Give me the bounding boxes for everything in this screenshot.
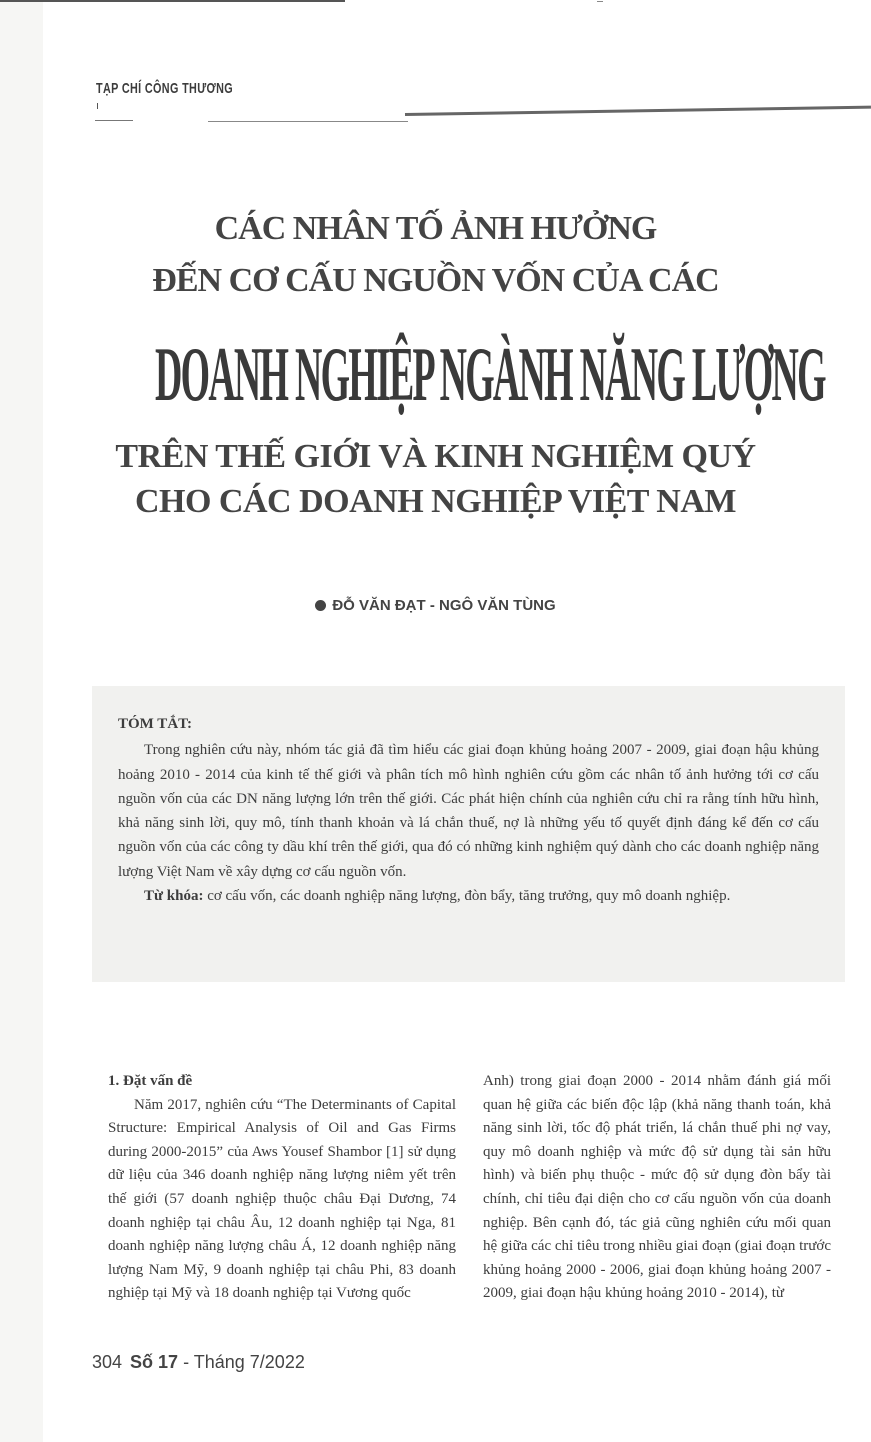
article-title-line-3-wrap	[155, 330, 825, 420]
abstract-box	[92, 686, 845, 982]
article-title-line-3: DOANH NGHIỆP NGÀNH NĂNG LƯỢNG	[155, 331, 825, 418]
article-title-line-2: ĐẾN CƠ CẤU NGUỒN VỐN CỦA CÁC	[152, 262, 719, 299]
keywords-text: cơ cấu vốn, các doanh nghiệp năng lượng, đòn bẩy, tăng trưởng, quy mô doanh nghiệp.	[207, 888, 731, 905]
body-paragraph: Anh) trong giai đoạn 2000 - 2014 nhằm đánh giá mối quan hệ giữa các biến độc lập (khả năng thanh toán, khả năng sinh lời, tốc độ phát triển, lá chắn thuế phi nợ vay, quy mô doanh nghiệp và mức độ sử dụng tài sản hữu hình) và biến phụ thuộc - mức độ sử dụng đòn bẩy tài chính, chỉ tiêu đại diện cho cơ cấu nguồn vốn của doanh nghiệp. Bên cạnh đó, tác giả cũng nghiên cứu mối quan hệ giữa các chỉ tiêu trong nhiều giai đoạn (giai đoạn trước khủng hoảng 2000 - 2006, giai đoạn khủng hoảng 2007 - 2009, giai đoạn hậu khủng hoảng 2010 - 2014), từ	[483, 1073, 831, 1302]
top-tick	[597, 1, 603, 2]
article-title-line-4: TRÊN THẾ GIỚI VÀ KINH NGHIỆM QUÝ	[115, 438, 756, 475]
keywords	[118, 884, 819, 908]
article-title-line-5: CHO CÁC DOANH NGHIỆP VIỆT NAM	[134, 483, 737, 520]
top-rule	[0, 0, 345, 2]
journal-name: TẠP CHÍ CÔNG THƯƠNG	[96, 80, 234, 97]
section-heading: 1. Đặt vấn đề	[108, 1073, 193, 1089]
issue-date: Tháng 7/2022	[193, 1352, 305, 1372]
header-rule	[208, 121, 408, 122]
abstract-heading: TÓM TẮT:	[118, 716, 193, 732]
issue-number: Số 17	[130, 1352, 179, 1372]
page-number: 304	[92, 1352, 123, 1372]
article-title-line-1: CÁC NHÂN TỐ ẢNH HƯỞNG	[214, 210, 657, 247]
abstract-content	[118, 712, 819, 908]
authors	[0, 597, 871, 614]
abstract-body: Trong nghiên cứu này, nhóm tác giả đã tìm hiểu các giai đoạn khủng hoảng 2007 - 2009, giai đoạn hậu khủng hoảng 2010 - 2014 của kinh tế thế giới và phân tích mô hình nghiên cứu gồm các nhân tố ảnh hưởng tới cơ cấu nguồn vốn của các DN năng lượng lớn trên thế giới. Các phát hiện chính của nghiên cứu chỉ ra rằng tính hữu hình, khả năng sinh lời, quy mô, tính thanh khoản và lá chắn thuế, nợ là những yếu tố quyết định đáng kể đến cơ cấu nguồn vốn của các công ty dầu khí trên thế giới, qua đó có những kinh nghiệm quý dành cho các doanh nghiệp năng lượng Việt Nam về xây dựng cơ cấu nguồn vốn.	[118, 742, 819, 880]
body-paragraph: Năm 2017, nghiên cứu “The Determinants of Capital Structure: Empirical Analysis of Oil and Gas Firms during 2000-2015” của Aws Yousef Shambor [1] sử dụng dữ liệu của 346 doanh nghiệp năng lượng niêm yết trên thế giới (57 doanh nghiệp thuộc châu Đại Dương, 74 doanh nghiệp tại châu Âu, 12 doanh nghiệp tại Nga, 81 doanh nghiệp năng lượng châu Á, 12 doanh nghiệp năng lượng Nam Mỹ, 9 doanh nghiệp tại châu Phi, 83 doanh nghiệp tại Mỹ và 18 doanh nghiệp tại Vương quốc	[108, 1096, 456, 1302]
bullet-icon	[315, 600, 326, 611]
keywords-label: Từ khóa:	[144, 888, 204, 905]
author-names: ĐỖ VĂN ĐẠT - NGÔ VĂN TÙNG	[332, 597, 556, 614]
header-rule	[405, 106, 871, 116]
body-column-right	[483, 1070, 831, 1306]
page-footer	[92, 1352, 305, 1373]
footer-separator: -	[178, 1352, 194, 1372]
header-rule	[95, 120, 133, 121]
journal-tick	[97, 103, 98, 109]
body-column-left	[108, 1070, 456, 1306]
